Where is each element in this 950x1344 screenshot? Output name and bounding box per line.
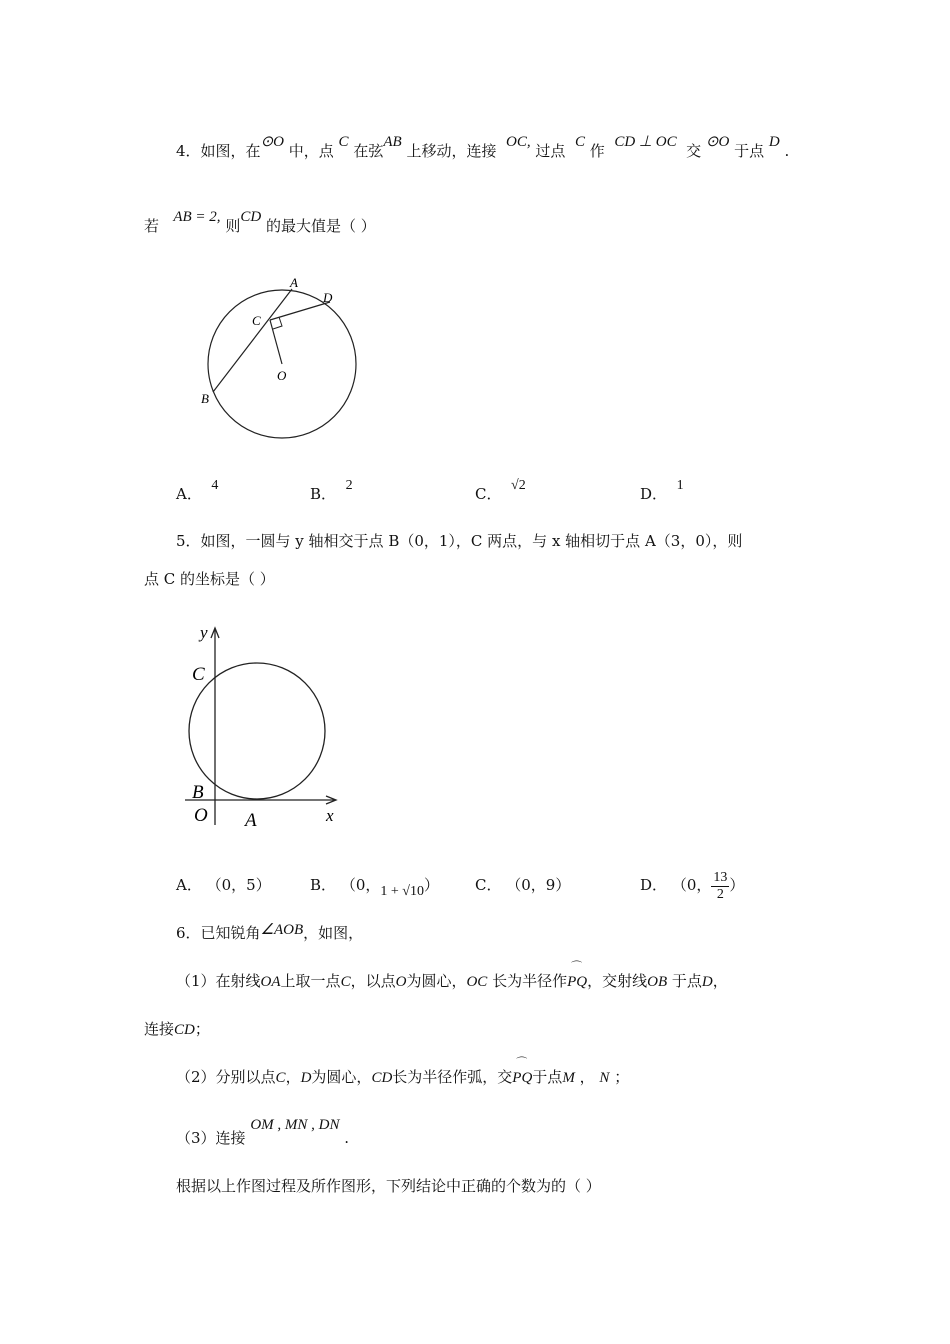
q5-line-1: 5．如图，一圆与 y 轴相交于点 B（0，1），C 两点，与 x 轴相切于点 A（3，0），则 [176, 532, 743, 550]
q5-line-2: 点 C 的坐标是（ ） [144, 570, 275, 588]
q6-line-4: 根据以上作图过程及所作图形，下列结论中正确的个数为的（ ） [176, 1177, 601, 1195]
q5-option-d[interactable]: D． （0， $\frac{13}{2}$ ） [640, 869, 745, 902]
q5-label-x: x [326, 806, 334, 825]
q4-figure [195, 272, 370, 452]
q4-option-c[interactable]: C． √2 [475, 478, 526, 503]
q6-line-1: 6．已知锐角∠AOB，如图， [176, 922, 364, 942]
q5-figure [180, 620, 350, 830]
q5-label-o: O [194, 805, 208, 826]
q5-label-y: y [200, 623, 208, 642]
q5-label-b: B [192, 782, 204, 803]
q5-option-a[interactable]: A． （0，5） [176, 876, 271, 894]
q4-line-2: 若 AB = 2, 则CD 的最大值是（ ） [144, 209, 376, 235]
q5-option-b[interactable]: B． （0，1 + √10） [310, 876, 439, 899]
q5-label-a: A [245, 810, 257, 830]
arc-pq: ⌒ PQ [567, 970, 587, 993]
q5-circle [189, 663, 325, 799]
q4-label-a: A [290, 275, 298, 290]
arc-mark-icon: ⌒ [516, 1056, 528, 1069]
q5-option-c[interactable]: C． （0，9） [475, 876, 571, 894]
q4-option-b[interactable]: B． 2 [310, 478, 353, 503]
q4-option-a[interactable]: A． 4 [176, 478, 219, 503]
q6-step-3: （3）连接 OM , MN , DN . [176, 1117, 350, 1147]
q4-label-b: B [201, 391, 209, 406]
q6-step-1: （1）在射线OA上取一点C，以点O为圆心，OC 长为半径作 ⌒ PQ，交射线OB 于点D， [176, 970, 728, 993]
q4-line-1: 4．如图，在⊙O 中，点 C 在弦AB 上移动，连接 OC, 过点 C 作 CD ⊥ OC 交 ⊙O 于点 D . [176, 134, 790, 160]
arc-mark-icon: ⌒ [571, 960, 583, 973]
q4-option-d[interactable]: D． 1 [640, 478, 684, 503]
q4-label-o: O [277, 368, 287, 383]
fraction: $\frac{13}{2}$ [713, 869, 728, 902]
q4-label-d: D [323, 290, 333, 305]
arc-pq-2: ⌒ PQ [512, 1066, 532, 1089]
q5-label-c: C [192, 664, 205, 685]
q4-label-c: C [252, 313, 261, 328]
q6-step-1-cont: 连接CD； [144, 1020, 210, 1038]
circle-o-symbol: ⊙O [260, 134, 284, 150]
q6-step-2: （2）分别以点C，D为圆心，CD长为半径作弧，交 ⌒ PQ于点M ， N ； [176, 1066, 629, 1089]
